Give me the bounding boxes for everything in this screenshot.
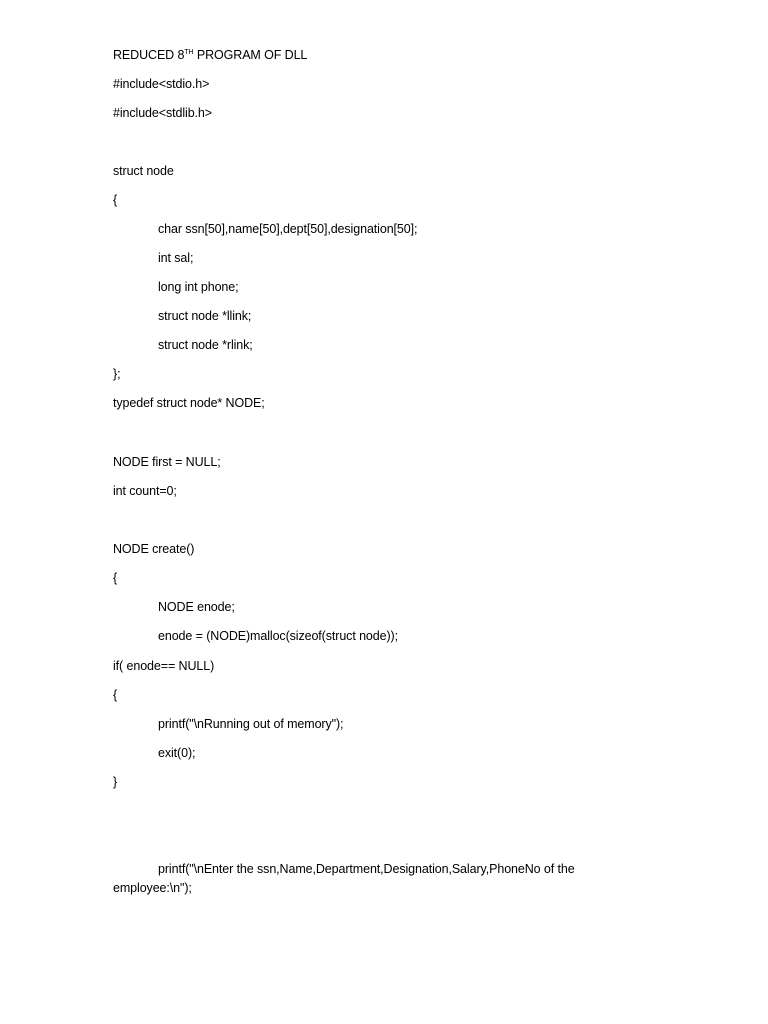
code-line: int count=0; [113,484,177,498]
code-line: { [113,571,118,585]
code-line: exit(0); [158,746,196,760]
code-line-wrapped: printf("\nEnter the ssn,Name,Department,Designation,Salary,PhoneNo of the employee:\n"); [113,862,575,895]
title-superscript: TH [184,48,194,56]
code-line: if( enode== NULL) [113,659,215,673]
code-line: #include<stdlib.h> [113,106,212,120]
code-line: int sal; [158,251,194,265]
code-line: }; [113,367,121,381]
title-suffix: PROGRAM OF DLL [193,48,308,62]
code-line: NODE first = NULL; [113,455,221,469]
code-line: struct node *llink; [158,309,252,323]
code-line: typedef struct node* NODE; [113,396,265,410]
code-line: } [113,775,118,789]
code-line: { [113,688,118,702]
code-line: #include<stdio.h> [113,77,210,91]
code-line: char ssn[50],name[50],dept[50],designation[50]; [158,222,418,236]
document-title [113,46,598,65]
code-line: { [113,193,118,207]
code-line: struct node *rlink; [158,338,253,352]
code-line: enode = (NODE)malloc(sizeof(struct node)); [158,629,398,643]
code-line: NODE enode; [158,600,235,614]
code-line: struct node [113,164,174,178]
code-line: NODE create() [113,542,195,556]
code-line: printf("\nRunning out of memory"); [158,717,344,731]
code-line: long int phone; [158,280,239,294]
title-prefix: REDUCED 8 [113,48,185,62]
